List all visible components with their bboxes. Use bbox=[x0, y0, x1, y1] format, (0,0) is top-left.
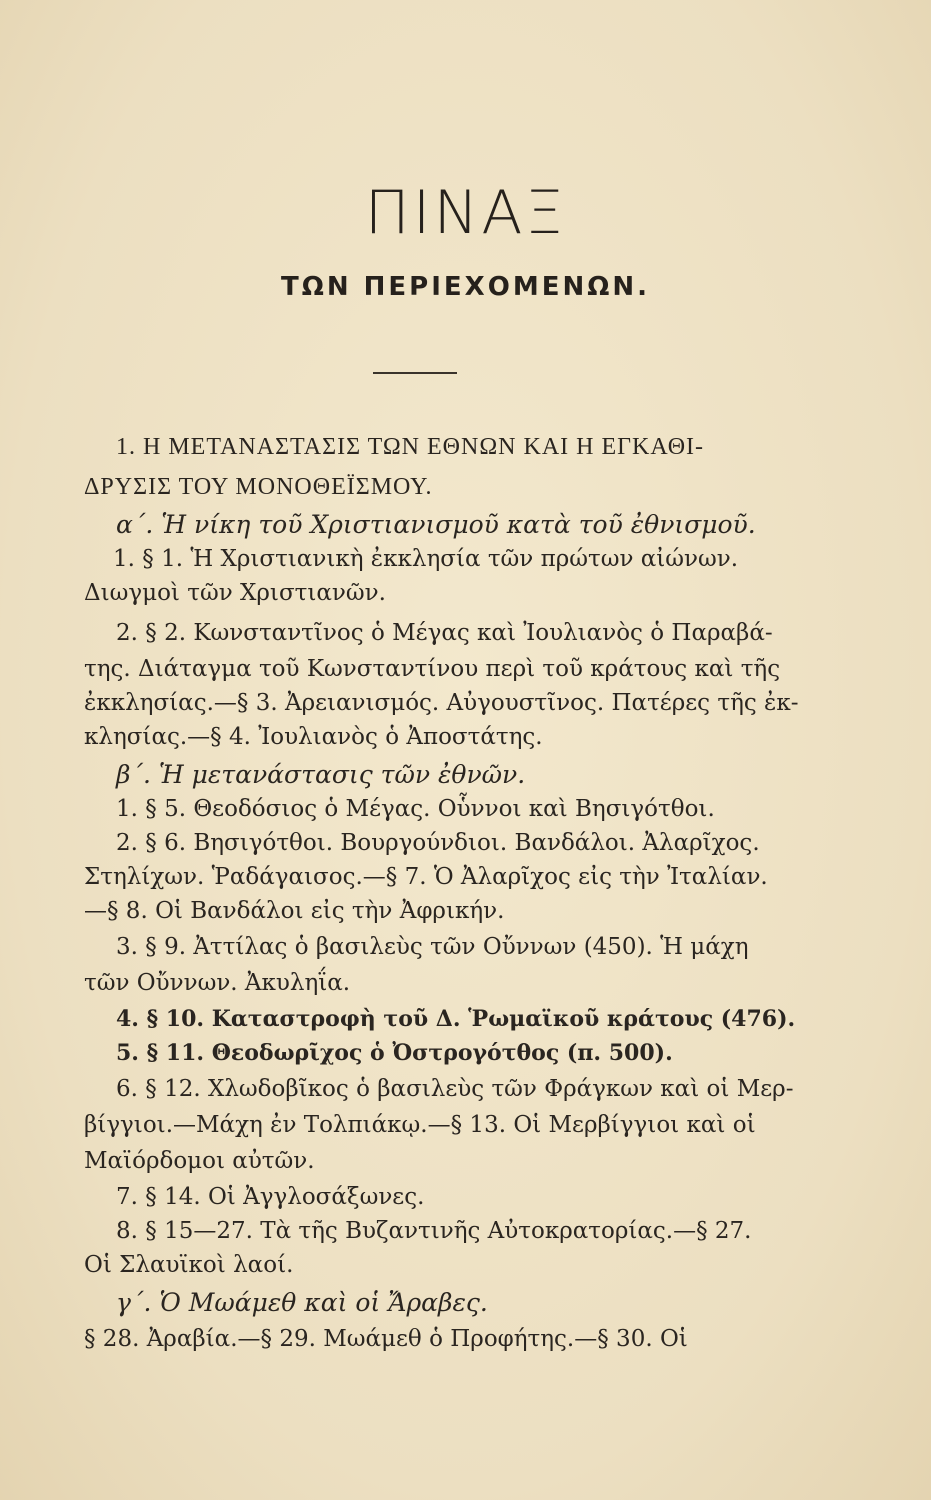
toc-entry: Στηλίχων. Ῥαδάγαισος.—§ 7. Ὁ Ἀλαρῖχος εἰς τὴν Ἰταλίαν. bbox=[84, 864, 768, 890]
toc-section-heading: α΄. Ἡ νίκη τοῦ Χριστιανισμοῦ κατὰ τοῦ ἐθνισμοῦ. bbox=[116, 510, 756, 539]
toc-entry: της. Διάταγμα τοῦ Κωνσταντίνου περὶ τοῦ κράτους καὶ τῆς bbox=[84, 656, 781, 682]
toc-entry: ἐκκλησίας.—§ 3. Ἀρειανισμός. Αὐγουστῖνος. Πατέρες τῆς ἐκ- bbox=[84, 690, 799, 716]
toc-entry: 8. § 15—27. Τὰ τῆς Βυζαντινῆς Αὐτοκρατορίας.—§ 27. bbox=[116, 1218, 752, 1244]
toc-entry: 2. § 2. Κωνσταντῖνος ὁ Μέγας καὶ Ἰουλιανὸς ὁ Παραβά- bbox=[116, 620, 773, 646]
toc-part-heading-cont: ΔΡΥΣΙΣ ΤΟΥ ΜΟΝΟΘΕΪΣΜΟΥ. bbox=[84, 474, 433, 500]
toc-entry: τῶν Οὔννων. Ἀκυληΐα. bbox=[84, 970, 351, 996]
toc-entry: Διωγμοὶ τῶν Χριστιανῶν. bbox=[84, 580, 386, 606]
toc-entry: 5. § 11. Θεοδωρῖχος ὁ Ὀστρογότθος (π. 500). bbox=[116, 1040, 673, 1066]
toc-entry: Μαϊόρδομοι αὐτῶν. bbox=[84, 1148, 315, 1174]
toc-entry: βίγγιοι.—Μάχη ἐν Τολπιάκῳ.—§ 13. Οἱ Μερβίγγιοι καὶ οἱ bbox=[84, 1112, 756, 1138]
toc-entry: κλησίας.—§ 4. Ἰουλιανὸς ὁ Ἀποστάτης. bbox=[84, 724, 543, 750]
toc-section-heading: γ΄. Ὁ Μωάμεθ καὶ οἱ Ἄραβες. bbox=[116, 1288, 488, 1317]
toc-entry: 2. § 6. Βησιγότθοι. Βουργούνδιοι. Βανδάλοι. Ἀλαρῖχος. bbox=[116, 830, 760, 856]
page-title: ΠΙΝΑΞ bbox=[364, 178, 567, 248]
toc-entry: § 28. Ἀραβία.—§ 29. Μωάμεθ ὁ Προφήτης.—§ 30. Οἱ bbox=[84, 1326, 688, 1352]
divider-rule bbox=[373, 372, 457, 374]
toc-entry: 1. § 5. Θεοδόσιος ὁ Μέγας. Οὗννοι καὶ Βησιγότθοι. bbox=[116, 796, 715, 822]
toc-entry: 4. § 10. Καταστροφὴ τοῦ Δ. Ῥωμαϊκοῦ κράτους (476). bbox=[116, 1006, 796, 1032]
toc-section-heading: β΄. Ἡ μετανάστασις τῶν ἐθνῶν. bbox=[116, 760, 526, 789]
toc-entry: Οἱ Σλαυϊκοὶ λαοί. bbox=[84, 1252, 294, 1278]
toc-entry: 3. § 9. Ἀττίλας ὁ βασιλεὺς τῶν Οὔννων (450). Ἡ μάχη bbox=[116, 934, 749, 960]
toc-entry: —§ 8. Οἱ Βανδάλοι εἰς τὴν Ἀφρικήν. bbox=[84, 898, 505, 924]
page-subtitle: ΤΩΝ ΠΕΡΙΕΧΟΜΕΝΩΝ. bbox=[281, 272, 650, 302]
toc-entry: 7. § 14. Οἱ Ἀγγλοσάξωνες. bbox=[116, 1184, 425, 1210]
toc-entry: 1. § 1. Ἡ Χριστιανικὴ ἐκκλησία τῶν πρώτων αἰώνων. bbox=[113, 546, 739, 572]
toc-part-heading: 1. Η ΜΕΤΑΝΑΣΤΑΣΙΣ ΤΩΝ ΕΘΝΩΝ ΚΑΙ Η ΕΓΚΑΘΙ- bbox=[116, 434, 705, 460]
toc-entry: 6. § 12. Χλωδοβῖκος ὁ βασιλεὺς τῶν Φράγκων καὶ οἱ Μερ- bbox=[116, 1076, 794, 1102]
